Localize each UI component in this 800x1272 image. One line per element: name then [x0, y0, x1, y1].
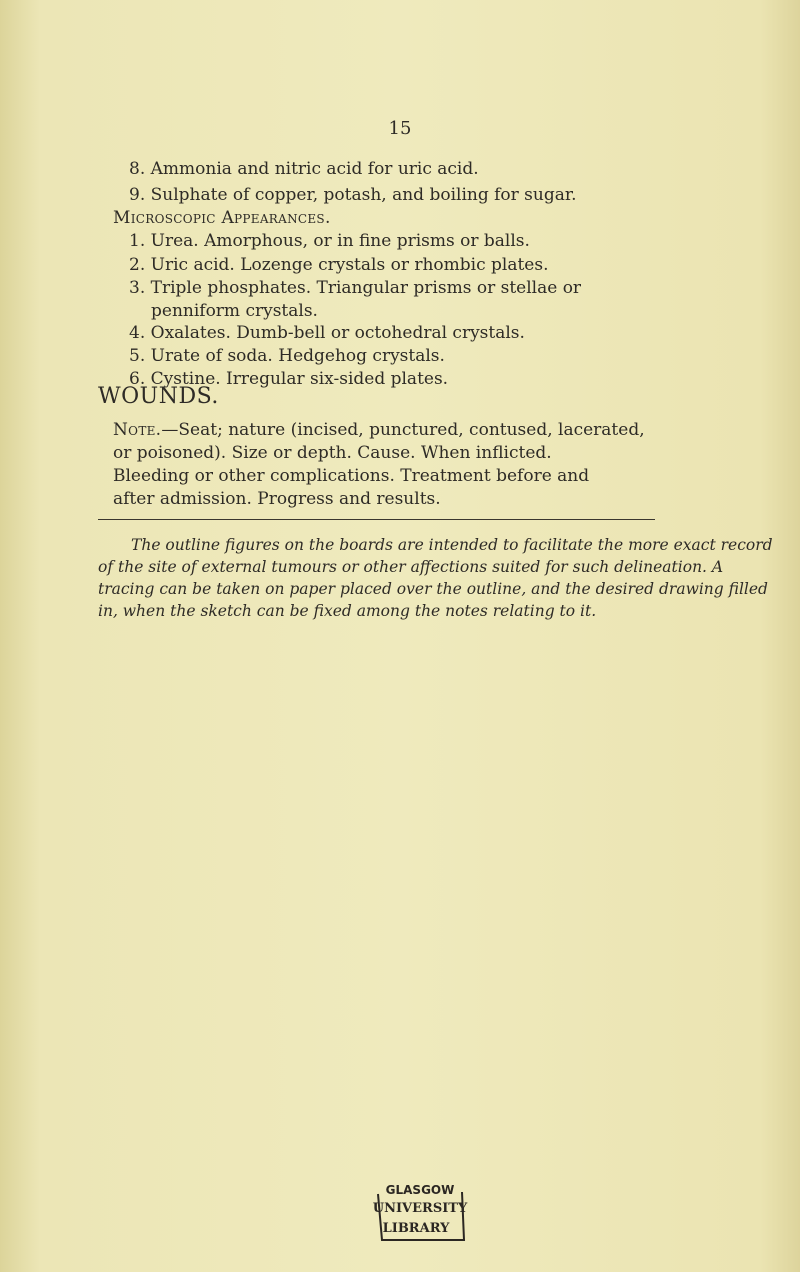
section-heading-microscopic: Microscopic Appearances.	[113, 208, 331, 228]
list-item: 8. Ammonia and nitric acid for uric acid.	[129, 159, 479, 179]
italic-note-line: The outline figures on the boards are intended to facilitate the more exact record	[131, 536, 773, 554]
svg-text:LIBRARY: LIBRARY	[382, 1221, 450, 1236]
library-stamp	[372, 1174, 468, 1244]
note-line: Bleeding or other complications. Treatment before and	[113, 466, 590, 486]
page-number: 15	[388, 118, 412, 139]
wounds-heading: WOUNDS.	[98, 384, 219, 409]
list-item-continuation: penniform crystals.	[151, 301, 318, 321]
list-item: 9. Sulphate of copper, potash, and boiling for sugar.	[129, 185, 577, 205]
note-label: Note.	[113, 420, 162, 440]
note-line: after admission. Progress and results.	[113, 489, 441, 509]
svg-text:UNIVERSITY: UNIVERSITY	[372, 1201, 468, 1216]
italic-note-line: in, when the sketch can be fixed among the notes relating to it.	[98, 602, 597, 620]
note-line: or poisoned). Size or depth. Cause. When inflicted.	[113, 443, 552, 463]
list-item: 1. Urea. Amorphous, or in fine prisms or balls.	[129, 231, 530, 251]
svg-text:GLASGOW: GLASGOW	[385, 1183, 455, 1197]
horizontal-rule	[98, 519, 655, 520]
list-item: 2. Uric acid. Lozenge crystals or rhombic plates.	[129, 255, 549, 275]
list-item: 3. Triple phosphates. Triangular prisms or stellae or	[129, 278, 582, 298]
italic-note-line: tracing can be taken on paper placed over the outline, and the desired drawing filled	[98, 580, 768, 598]
italic-note-line: of the site of external tumours or other affections suited for such delineation. A	[98, 558, 724, 576]
list-item: 4. Oxalates. Dumb-bell or octohedral crystals.	[129, 323, 525, 343]
list-item: 6. Cystine. Irregular six-sided plates.	[129, 369, 449, 389]
list-item: 5. Urate of soda. Hedgehog crystals.	[129, 346, 445, 366]
note-line: Note.—Seat; nature (incised, punctured, contused, lacerated,	[113, 420, 645, 440]
